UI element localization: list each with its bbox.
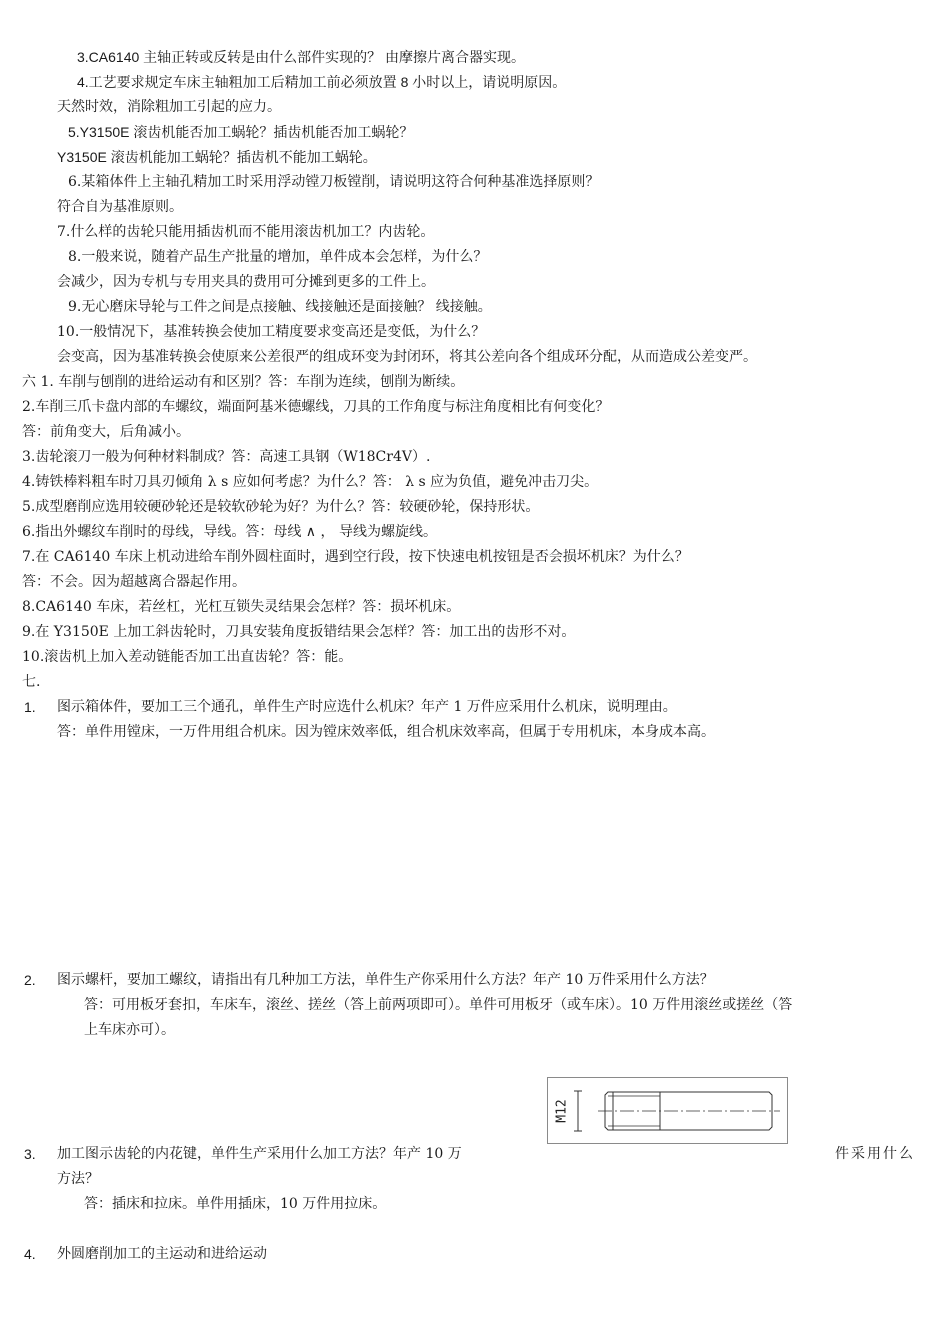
q5-7: 7.什么样的齿轮只能用插齿机而不能用滚齿机加工？内齿轮。 bbox=[57, 224, 435, 240]
q7-4-number: 4. bbox=[24, 1246, 36, 1262]
q5-10: 10.一般情况下，基准转换会使加工精度要求变高还是变低，为什么？ bbox=[57, 324, 486, 340]
q6-1: 六 1. 车削与刨削的进给运动有和区别？答：车削为连续，刨削为断续。 bbox=[22, 374, 465, 390]
q6-7: 7.在 CA6140 车床上机动进给车削外圆柱面时，遇到空行段，按下快速电机按钮是否会损坏机床？为什么？ bbox=[22, 549, 689, 565]
q7-3-number: 3. bbox=[24, 1146, 36, 1162]
a5-6: 符合自为基准原则。 bbox=[57, 199, 183, 215]
q7-1-number: 1. bbox=[24, 699, 36, 715]
q5-9: 9.无心磨床导轮与工件之间是点接触、线接触还是面接触？ 线接触。 bbox=[68, 299, 492, 315]
q7-2-number: 2. bbox=[24, 972, 36, 988]
a5-10: 会变高，因为基准转换会使原来公差很严的组成环变为封闭环，将其公差向各个组成环分配，从而造成公差变严。 bbox=[57, 349, 757, 365]
q7-2: 图示螺杆，要加工螺纹，请指出有几种加工方法，单件生产你采用什么方法？年产 10 万件采用什么方法？ bbox=[57, 972, 714, 988]
q7-1: 图示箱体件，要加工三个通孔，单件生产时应选什么机床？年产 1 万件应采用什么机床，说明理由。 bbox=[57, 699, 677, 715]
a5-4: 天然时效，消除粗加工引起的应力。 bbox=[57, 99, 281, 115]
q7-3-left: 加工图示齿轮的内花键，单件生产采用什么加工方法？年产 10 万 bbox=[57, 1146, 462, 1162]
q6-9: 9.在 Y3150E 上加工斜齿轮时，刀具安装角度扳错结果会怎样？答：加工出的齿形不对。 bbox=[22, 624, 576, 640]
q6-8: 8.CA6140 车床，若丝杠，光杠互锁失灵结果会怎样？答：损坏机床。 bbox=[22, 599, 461, 615]
q6-10: 10.滚齿机上加入差动链能否加工出直齿轮？答：能。 bbox=[22, 649, 353, 665]
a5-8: 会减少，因为专机与专用夹具的费用可分摊到更多的工件上。 bbox=[57, 274, 435, 290]
q6-6: 6.指出外螺纹车削时的母线，导线。答：母线 ∧ ， 导线为螺旋线。 bbox=[22, 524, 437, 540]
q7-4: 外圆磨削加工的主运动和进给运动 bbox=[57, 1246, 267, 1262]
a6-2: 答：前角变大，后角减小。 bbox=[22, 424, 190, 440]
a7-2-line2: 上车床亦可）。 bbox=[84, 1022, 175, 1038]
q6-4: 4.铸铁棒料粗车时刀具刃倾角 λ s 应如何考虑？为什么？答： λ s 应为负值，避免冲击刀尖。 bbox=[22, 474, 599, 490]
q5-6: 6.某箱体件上主轴孔精加工时采用浮动镗刀板镗削，请说明这符合何种基准选择原则？ bbox=[68, 174, 600, 190]
a7-3: 答：插床和拉床。单件用插床，10 万件用拉床。 bbox=[84, 1196, 387, 1212]
thread-size-label: M12 bbox=[554, 1099, 570, 1123]
q6-2: 2.车削三爪卡盘内部的车螺纹，端面阿基米德螺线，刀具的工作角度与标注角度相比有何变化？ bbox=[22, 399, 610, 415]
a7-2-line1: 答：可用板牙套扣，车床车，滚丝、搓丝（答上前两项即可）。单件可用板牙（或车床）。10 万件用滚丝或搓丝（答 bbox=[84, 997, 793, 1013]
q5-8: 8.一般来说，随着产品生产批量的增加，单件成本会怎样，为什么？ bbox=[68, 249, 488, 265]
q5-4: 4.工艺要求规定车床主轴粗加工后精加工前必须放置 8 小时以上，请说明原因。 bbox=[77, 74, 567, 90]
section-heading-7: 七. bbox=[22, 674, 41, 690]
bolt-drawing-svg bbox=[548, 1078, 789, 1145]
q6-3: 3.齿轮滚刀一般为何种材料制成？答：高速工具钢（W18Cr4V）. bbox=[22, 449, 431, 465]
a6-7: 答：不会。因为超越离合器起作用。 bbox=[22, 574, 246, 590]
q7-3-line2: 方法？ bbox=[57, 1171, 99, 1187]
q5-5: 5.Y3150E 滚齿机能否加工蜗轮？插齿机能否加工蜗轮？ bbox=[68, 124, 414, 140]
bolt-drawing bbox=[547, 1077, 788, 1144]
q7-3-right: 件采用什么 bbox=[835, 1146, 915, 1162]
a5-5: Y3150E 滚齿机能加工蜗轮？插齿机不能加工蜗轮。 bbox=[57, 149, 377, 165]
q5-3: 3.CA6140 主轴正转或反转是由什么部件实现的？ 由摩擦片离合器实现。 bbox=[77, 49, 526, 65]
q6-5: 5.成型磨削应选用较硬砂轮还是较软砂轮为好？为什么？答：较硬砂轮，保持形状。 bbox=[22, 499, 540, 515]
a7-1: 答：单件用镗床，一万件用组合机床。因为镗床效率低，组合机床效率高，但属于专用机床，本身成本高。 bbox=[57, 724, 715, 740]
